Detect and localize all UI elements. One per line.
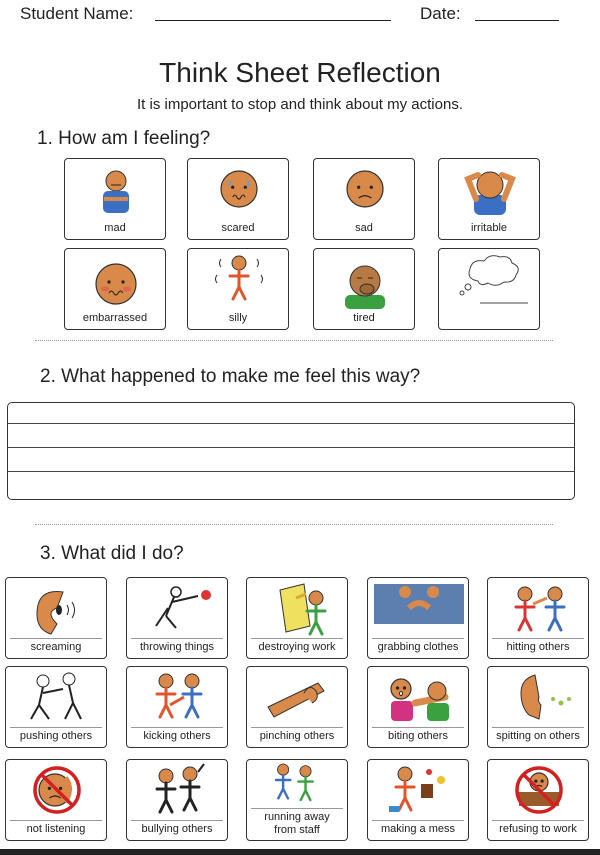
hitting-icon	[488, 578, 590, 640]
thought-bubble-icon	[439, 249, 541, 311]
feeling-card[interactable]	[187, 158, 289, 240]
action-label: destroying work	[251, 638, 343, 654]
action-card[interactable]	[487, 577, 589, 659]
action-card[interactable]	[126, 577, 228, 659]
scared-face-icon	[188, 159, 290, 221]
action-label: grabbing clothes	[372, 638, 464, 654]
irritable-person-icon	[439, 159, 541, 221]
feeling-label: mad	[104, 222, 126, 234]
action-card[interactable]	[246, 577, 348, 659]
feeling-card[interactable]	[313, 248, 415, 330]
action-card[interactable]	[487, 759, 589, 841]
action-card[interactable]	[5, 666, 107, 748]
silly-person-icon	[188, 249, 290, 311]
action-label: bullying others	[131, 820, 223, 836]
pinching-icon	[247, 667, 349, 729]
action-label: running away from staff	[251, 808, 343, 837]
date-label: Date:	[420, 4, 461, 23]
kicking-icon	[127, 667, 229, 729]
action-label: pinching others	[251, 727, 343, 743]
action-card[interactable]	[487, 666, 589, 748]
answer-box[interactable]	[7, 402, 575, 500]
action-label: hitting others	[492, 638, 584, 654]
action-card[interactable]	[367, 666, 469, 748]
divider	[35, 524, 553, 525]
bullying-icon	[127, 760, 229, 822]
action-label: not listening	[10, 820, 102, 836]
feeling-label: irritable	[470, 222, 508, 234]
question-1: 1. How am I feeling?	[37, 128, 211, 149]
grabbing-clothes-icon	[368, 578, 470, 640]
action-label: refusing to work	[492, 820, 584, 836]
page-bottom-edge	[0, 849, 600, 855]
question-3: 3. What did I do?	[40, 543, 184, 564]
feeling-label: silly	[228, 312, 248, 324]
action-label: kicking others	[131, 727, 223, 743]
mad-face-icon	[65, 159, 167, 221]
action-label: spitting on others	[492, 727, 584, 743]
question-2: 2. What happened to make me feel this way?	[40, 366, 421, 387]
pushing-icon	[6, 667, 108, 729]
spitting-icon	[488, 667, 590, 729]
biting-icon	[368, 667, 470, 729]
feeling-card[interactable]	[187, 248, 289, 330]
answer-line	[8, 471, 574, 472]
not-listening-icon	[6, 760, 108, 822]
feeling-label: tired	[353, 312, 375, 324]
answer-line	[8, 423, 574, 424]
action-card[interactable]	[367, 759, 469, 841]
action-card[interactable]	[5, 577, 107, 659]
action-card[interactable]	[126, 666, 228, 748]
page-subtitle: It is important to stop and think about my actions.	[136, 96, 463, 113]
destroying-work-icon	[247, 578, 349, 640]
page-title: Think Sheet Reflection	[159, 57, 441, 88]
divider	[35, 340, 553, 341]
embarrassed-face-icon	[65, 249, 167, 311]
action-label: biting others	[372, 727, 464, 743]
screaming-icon	[6, 578, 108, 640]
tired-person-icon	[314, 249, 416, 311]
date-field[interactable]	[475, 20, 559, 21]
feeling-card[interactable]	[64, 248, 166, 330]
action-label: screaming	[10, 638, 102, 654]
feeling-label: sad	[355, 222, 373, 234]
answer-line	[8, 447, 574, 448]
action-card[interactable]	[367, 577, 469, 659]
feeling-card[interactable]	[438, 158, 540, 240]
action-label: throwing things	[131, 638, 223, 654]
action-label: making a mess	[372, 820, 464, 836]
feeling-card[interactable]	[438, 248, 540, 330]
feeling-label: scared	[221, 222, 255, 234]
refusing-work-icon	[488, 760, 590, 822]
student-name-field[interactable]	[155, 20, 391, 21]
action-card[interactable]	[5, 759, 107, 841]
feeling-label: embarrassed	[82, 312, 148, 324]
feeling-card[interactable]	[313, 158, 415, 240]
action-card[interactable]	[246, 759, 348, 841]
feeling-card[interactable]	[64, 158, 166, 240]
sad-face-icon	[314, 159, 416, 221]
student-name-label: Student Name:	[20, 4, 134, 23]
throwing-icon	[127, 578, 229, 640]
action-card[interactable]	[126, 759, 228, 841]
mess-icon	[368, 760, 470, 822]
action-card[interactable]	[246, 666, 348, 748]
action-label: pushing others	[10, 727, 102, 743]
